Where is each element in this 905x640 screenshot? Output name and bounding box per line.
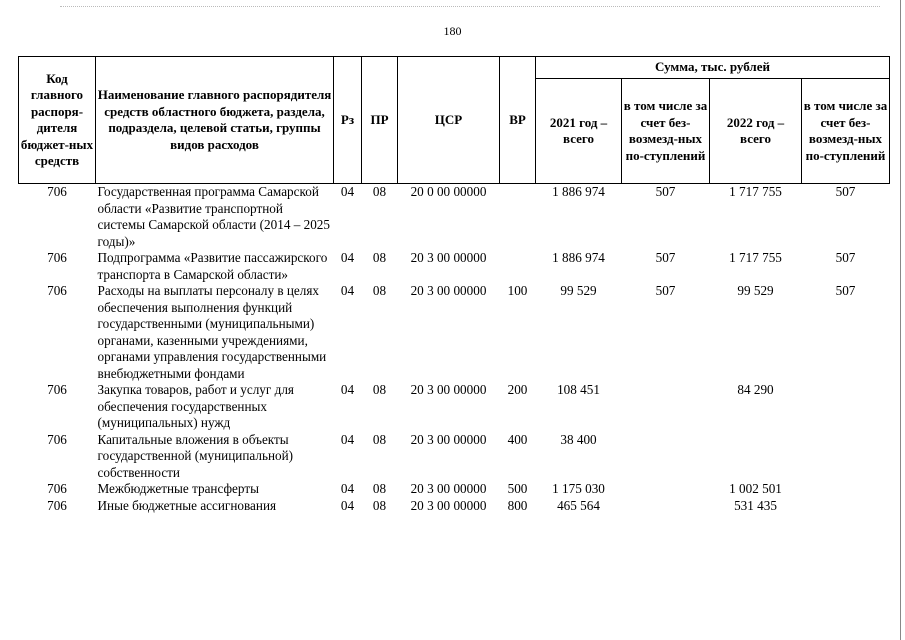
cell-2021-free: 507 (655, 283, 676, 298)
cell-rz: 04 (340, 481, 355, 496)
cell-2021-free (622, 432, 710, 482)
cell-vr: 200 (507, 382, 528, 397)
header-csr: ЦСР (398, 57, 500, 184)
cell-csr: 20 0 00 00000 (410, 184, 487, 199)
header-2021-free: в том числе за счет без-возмезд-ных по-ступлений (622, 79, 710, 184)
table-row (19, 184, 890, 251)
cell-2022-total: 84 290 (737, 382, 774, 397)
cell-2022-free (802, 432, 890, 482)
cell-pr: 08 (372, 431, 387, 447)
cell-vr: 100 (507, 283, 528, 298)
cell-2021-free (622, 498, 710, 515)
cell-2022-free (802, 498, 890, 515)
cell-vr: 800 (507, 497, 528, 513)
table-row (19, 432, 890, 482)
cell-pr: 08 (372, 481, 387, 496)
cell-name: Капитальные вложения в объекты государственной (муниципальной) собственности (97, 431, 294, 480)
header-pr: ПР (362, 57, 398, 184)
cell-pr: 08 (372, 497, 387, 513)
cell-2021-total: 1 175 030 (552, 481, 605, 496)
cell-csr: 20 3 00 00000 (410, 283, 487, 298)
cell-rz: 04 (340, 382, 355, 397)
cell-rz: 04 (340, 184, 355, 199)
cell-vr: 500 (507, 481, 528, 496)
cell-vr: 400 (507, 431, 528, 447)
cell-name: Расходы на выплаты персоналу в целях обеспечения выполнения функций государственными (муниципальными) органами, казенными учреждениями, органами управления государственными внебюджетными фондами (97, 283, 327, 381)
cell-rz: 04 (340, 283, 355, 298)
cell-csr: 20 3 00 00000 (410, 431, 487, 447)
table-row (19, 250, 890, 283)
budget-table (18, 56, 890, 514)
header-code: Код главного распоря-дителя бюджет-ных средств (19, 57, 96, 184)
cell-csr: 20 3 00 00000 (410, 497, 487, 513)
cell-2021-total: 1 886 974 (552, 184, 605, 199)
cell-name: Иные бюджетные ассигнования (97, 497, 277, 513)
cell-2021-free: 507 (655, 250, 676, 265)
cell-vr (500, 184, 536, 251)
cell-2021-free (622, 481, 710, 498)
header-2021-total: 2021 год – всего (536, 79, 622, 184)
cell-2021-total: 38 400 (560, 431, 597, 447)
cell-code: 706 (47, 184, 67, 199)
cell-2022-free: 507 (835, 184, 856, 199)
header-name: Наименование главного распорядителя средств областного бюджета, раздела, подраздела, целевой статьи, группы видов расходов (96, 57, 334, 184)
cell-2022-free (802, 382, 890, 432)
cell-2022-total: 1 717 755 (729, 250, 782, 265)
cell-name: Государственная программа Самарской области «Развитие транспортной системы Самарской области (2014 – 2025 годы)» (97, 184, 330, 249)
cell-2021-free (622, 382, 710, 432)
cell-code: 706 (47, 250, 67, 265)
cell-2021-total: 1 886 974 (552, 250, 605, 265)
cell-code: 706 (47, 382, 67, 397)
cell-rz: 04 (340, 497, 355, 513)
header-2022-free: в том числе за счет без-возмезд-ных по-ступлений (802, 79, 890, 184)
cell-2021-total: 108 451 (557, 382, 600, 397)
table-row (19, 382, 890, 432)
cell-pr: 08 (372, 184, 387, 199)
cell-name: Подпрограмма «Развитие пассажирского транспорта в Самарской области» (97, 250, 328, 282)
cell-2022-total: 1 002 501 (729, 481, 782, 496)
cell-vr (500, 250, 536, 283)
cell-2022-total: 99 529 (737, 283, 774, 298)
header-2022-total: 2022 год – всего (710, 79, 802, 184)
cell-pr: 08 (372, 283, 387, 298)
cell-code: 706 (47, 481, 67, 496)
cell-2022-total (710, 432, 802, 482)
cell-2022-free: 507 (835, 283, 856, 298)
cell-2021-free: 507 (655, 184, 676, 199)
cell-pr: 08 (372, 382, 387, 397)
header-sum: Сумма, тыс. рублей (536, 57, 890, 79)
cell-2022-total: 1 717 755 (729, 184, 782, 199)
cell-code: 706 (47, 497, 67, 513)
table-row (19, 481, 890, 498)
cell-2021-total: 465 564 (557, 497, 600, 513)
cell-name: Закупка товаров, работ и услуг для обеспечения государственных (муниципальных) нужд (97, 382, 294, 430)
header-rz: Рз (334, 57, 362, 184)
cell-name: Межбюджетные трансферты (97, 481, 259, 496)
page-edge (900, 0, 901, 640)
cell-2022-free: 507 (835, 250, 856, 265)
cell-rz: 04 (340, 431, 355, 447)
cell-csr: 20 3 00 00000 (410, 250, 487, 265)
top-border-line (60, 6, 880, 7)
page-number: 180 (443, 24, 462, 38)
cell-code: 706 (47, 431, 67, 447)
cell-2021-total: 99 529 (560, 283, 597, 298)
cell-2022-total: 531 435 (734, 497, 777, 513)
table-row (19, 283, 890, 382)
header-vr: ВР (500, 57, 536, 184)
table-body (19, 184, 890, 515)
cell-csr: 20 3 00 00000 (410, 481, 487, 496)
cell-rz: 04 (340, 250, 355, 265)
cell-code: 706 (47, 283, 67, 298)
cell-csr: 20 3 00 00000 (410, 382, 487, 397)
cell-pr: 08 (372, 250, 387, 265)
cell-2022-free (802, 481, 890, 498)
table-header (19, 57, 890, 184)
table-row (19, 498, 890, 515)
